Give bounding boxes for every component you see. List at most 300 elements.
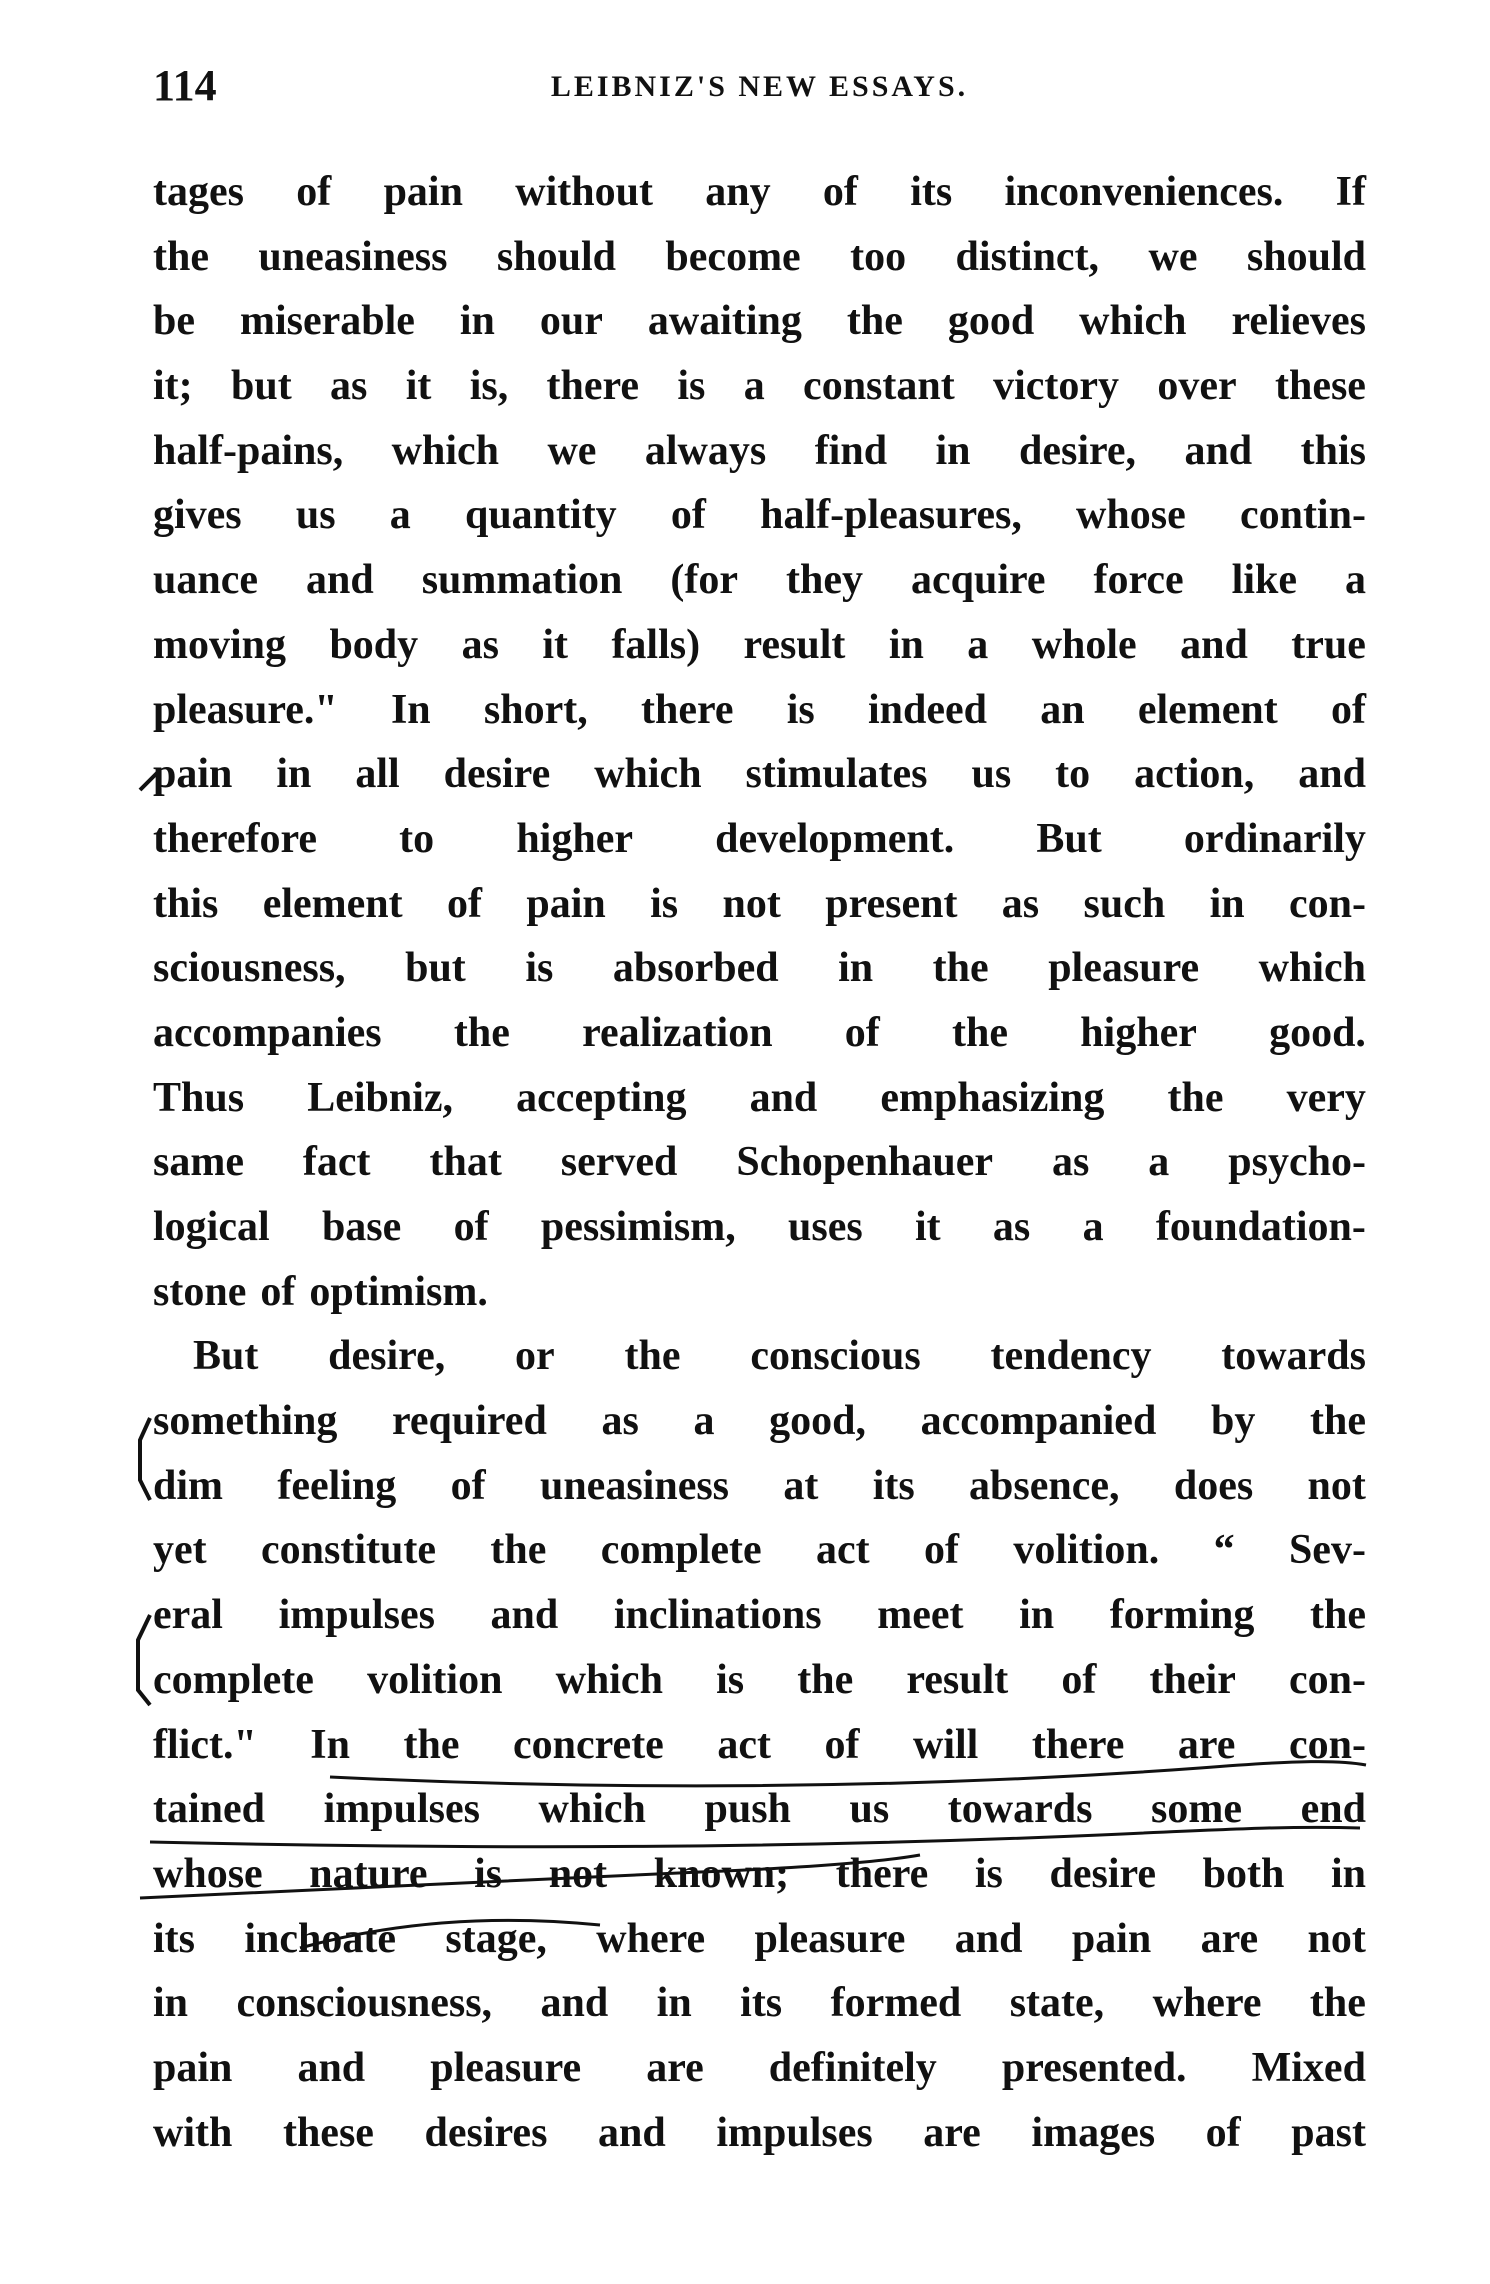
word: is bbox=[716, 1656, 745, 1703]
word: the bbox=[153, 233, 209, 280]
text-line bbox=[153, 1907, 1366, 1972]
word: foundation- bbox=[1155, 1204, 1366, 1250]
text-line bbox=[153, 1260, 1366, 1325]
word: which bbox=[391, 427, 500, 474]
word: Leibniz, bbox=[307, 1074, 454, 1121]
word: desire, bbox=[1018, 427, 1137, 474]
word: which bbox=[538, 1786, 646, 1833]
word: these bbox=[282, 2109, 374, 2156]
word: does bbox=[1173, 1462, 1254, 1509]
word: half-pains, bbox=[153, 427, 344, 474]
word: the bbox=[490, 1527, 547, 1574]
word: to bbox=[1055, 751, 1091, 798]
word: pain bbox=[1071, 1915, 1152, 1962]
word: meet bbox=[877, 1592, 964, 1639]
word: of bbox=[924, 1527, 959, 1574]
word: the bbox=[1167, 1074, 1224, 1121]
word: any bbox=[705, 169, 771, 215]
word: where bbox=[1152, 1980, 1262, 2027]
word: the bbox=[932, 945, 989, 992]
word: gives bbox=[153, 492, 242, 539]
word: whose bbox=[153, 1850, 263, 1897]
word: are bbox=[1177, 1721, 1236, 1768]
word: as bbox=[1001, 880, 1040, 927]
word: of bbox=[1061, 1656, 1097, 1703]
word: and bbox=[490, 1592, 559, 1639]
word: pain bbox=[526, 880, 606, 927]
word: In bbox=[390, 686, 431, 733]
text-line bbox=[153, 1130, 1366, 1195]
word: us bbox=[971, 751, 1012, 798]
word: our bbox=[539, 298, 603, 345]
text-line bbox=[153, 1971, 1366, 2036]
word: some bbox=[1151, 1786, 1242, 1833]
word: pain bbox=[153, 2044, 233, 2091]
word: desire bbox=[443, 751, 551, 798]
text-line bbox=[153, 1583, 1366, 1648]
word: a bbox=[389, 492, 411, 539]
word: pleasure bbox=[1048, 945, 1200, 992]
word: miserable bbox=[239, 298, 415, 345]
word: Schopenhauer bbox=[736, 1139, 994, 1186]
word: Sev- bbox=[1288, 1527, 1366, 1574]
word: fact bbox=[302, 1139, 371, 1186]
word: same bbox=[153, 1139, 244, 1186]
word: in bbox=[888, 621, 924, 668]
word: whole bbox=[1031, 621, 1137, 668]
word: result bbox=[743, 621, 846, 668]
word: in bbox=[1019, 1592, 1055, 1639]
word: and bbox=[305, 557, 374, 604]
word: volition bbox=[367, 1656, 503, 1703]
word: in bbox=[935, 427, 971, 474]
text-line bbox=[153, 225, 1366, 290]
word: good. bbox=[1269, 1009, 1366, 1056]
word: con- bbox=[1288, 1656, 1366, 1703]
word: realization bbox=[582, 1009, 773, 1056]
word: good bbox=[947, 298, 1035, 345]
word: short, bbox=[483, 686, 588, 733]
word: absorbed bbox=[612, 945, 779, 992]
word: is, bbox=[469, 363, 509, 410]
word: this bbox=[153, 880, 219, 927]
text-line bbox=[153, 419, 1366, 484]
word: or bbox=[515, 1333, 555, 1380]
word: there bbox=[1031, 1721, 1125, 1768]
word: optimism. bbox=[309, 1268, 488, 1315]
word: the bbox=[624, 1333, 681, 1380]
word: of bbox=[824, 1721, 860, 1768]
word: tendency bbox=[990, 1333, 1152, 1380]
word: of bbox=[1331, 686, 1366, 733]
word: in bbox=[838, 945, 874, 992]
word: its bbox=[740, 1980, 783, 2027]
word: with bbox=[153, 2109, 233, 2156]
word: are bbox=[646, 2044, 704, 2091]
word: base bbox=[321, 1204, 402, 1250]
word: in bbox=[1330, 1850, 1366, 1897]
word: it; bbox=[153, 363, 193, 410]
word: present bbox=[825, 880, 958, 927]
word: “ bbox=[1213, 1527, 1235, 1574]
word: impulses bbox=[323, 1786, 480, 1833]
word: is bbox=[677, 363, 706, 410]
running-title: LEIBNIZ'S NEW ESSAYS. bbox=[550, 70, 969, 103]
word: should bbox=[1246, 233, 1366, 280]
text-line bbox=[153, 1454, 1366, 1519]
word: act bbox=[816, 1527, 870, 1574]
word: a bbox=[1148, 1139, 1170, 1186]
word: But bbox=[193, 1333, 259, 1380]
text-line bbox=[153, 354, 1366, 419]
word: such bbox=[1083, 880, 1166, 927]
word: con- bbox=[1288, 880, 1366, 927]
word: good, bbox=[769, 1398, 866, 1445]
word: a bbox=[743, 363, 765, 410]
word: an bbox=[1040, 686, 1085, 733]
word: to bbox=[399, 815, 435, 862]
word: we bbox=[1148, 233, 1198, 280]
word: pain bbox=[153, 751, 233, 798]
word: awaiting bbox=[647, 298, 802, 345]
word: stone bbox=[153, 1268, 247, 1315]
word: which bbox=[1258, 945, 1366, 992]
word: a bbox=[693, 1398, 715, 1445]
word: pessimism, bbox=[540, 1204, 736, 1250]
word: of bbox=[1205, 2109, 1241, 2156]
word: and bbox=[1184, 427, 1253, 474]
word: stage, bbox=[445, 1915, 547, 1962]
word: uses bbox=[788, 1204, 863, 1250]
word: yet bbox=[153, 1527, 207, 1574]
word: summation bbox=[421, 557, 623, 604]
word: desire, bbox=[328, 1333, 446, 1380]
word: of bbox=[822, 169, 858, 215]
word: and bbox=[749, 1074, 818, 1121]
word: desires bbox=[424, 2109, 548, 2156]
word: its bbox=[910, 169, 953, 215]
word: the bbox=[797, 1656, 854, 1703]
word: there bbox=[546, 363, 640, 410]
word: of bbox=[450, 1462, 486, 1509]
word: in bbox=[276, 751, 312, 798]
word: we bbox=[547, 427, 597, 474]
word: true bbox=[1291, 621, 1366, 668]
word: these bbox=[1274, 363, 1366, 410]
word: a bbox=[967, 621, 989, 668]
word: at bbox=[783, 1462, 819, 1509]
word: are bbox=[923, 2109, 981, 2156]
text-line bbox=[153, 160, 1366, 225]
text-line bbox=[153, 1324, 1366, 1389]
word: over bbox=[1157, 363, 1237, 410]
word: element bbox=[262, 880, 403, 927]
word: development. bbox=[715, 815, 955, 862]
word: end bbox=[1300, 1786, 1366, 1833]
word: all bbox=[355, 751, 400, 798]
word: concrete bbox=[513, 1721, 664, 1768]
text-line bbox=[153, 2036, 1366, 2101]
text-line bbox=[153, 1777, 1366, 1842]
text-line bbox=[153, 1195, 1366, 1260]
word: forming bbox=[1109, 1592, 1255, 1639]
word: be bbox=[153, 298, 195, 345]
word: Thus bbox=[153, 1074, 245, 1121]
word: inchoate bbox=[244, 1915, 397, 1962]
text-line bbox=[153, 1001, 1366, 1066]
word: it bbox=[542, 621, 569, 668]
word: served bbox=[560, 1139, 678, 1186]
word: pleasure bbox=[754, 1915, 906, 1962]
word: by bbox=[1210, 1398, 1256, 1445]
word: will bbox=[913, 1721, 979, 1768]
text-line bbox=[153, 807, 1366, 872]
word: inconveniences. bbox=[1004, 169, 1284, 215]
word: but bbox=[230, 363, 292, 410]
word: presented. bbox=[1001, 2044, 1187, 2091]
word: very bbox=[1286, 1074, 1366, 1121]
word: therefore bbox=[153, 815, 318, 862]
text-line bbox=[153, 742, 1366, 807]
word: as bbox=[992, 1204, 1031, 1250]
text-line bbox=[153, 872, 1366, 937]
word: is bbox=[525, 945, 554, 992]
text-line bbox=[153, 1842, 1366, 1907]
word: its bbox=[153, 1915, 195, 1962]
word: con- bbox=[1288, 1721, 1366, 1768]
word: as bbox=[461, 621, 499, 668]
word: formed bbox=[830, 1980, 962, 2027]
word: force bbox=[1093, 557, 1184, 604]
text-line bbox=[153, 483, 1366, 548]
word: its bbox=[872, 1462, 915, 1509]
word: of bbox=[670, 492, 706, 539]
word: uneasiness bbox=[258, 233, 448, 280]
word: not bbox=[1307, 1915, 1366, 1962]
word: and bbox=[1298, 751, 1366, 798]
word: pain bbox=[383, 169, 463, 215]
word: the bbox=[846, 298, 903, 345]
word: victory bbox=[993, 363, 1120, 410]
word: there bbox=[640, 686, 734, 733]
word: known; bbox=[653, 1850, 790, 1897]
word: like bbox=[1231, 557, 1297, 604]
text-line bbox=[153, 1066, 1366, 1131]
text-line bbox=[153, 1389, 1366, 1454]
word: (for bbox=[670, 557, 738, 604]
word: flict." bbox=[153, 1721, 257, 1768]
word: required bbox=[392, 1398, 547, 1445]
word: action, bbox=[1134, 751, 1255, 798]
word: something bbox=[153, 1398, 338, 1445]
word: complete bbox=[153, 1656, 314, 1703]
word: whose bbox=[1076, 492, 1186, 539]
word: it bbox=[914, 1204, 941, 1250]
word: of bbox=[447, 880, 483, 927]
word: and bbox=[598, 2109, 666, 2156]
word: higher bbox=[1080, 1009, 1197, 1056]
word: images bbox=[1031, 2109, 1156, 2156]
word: stimulates bbox=[745, 751, 928, 798]
word: as bbox=[601, 1398, 639, 1445]
word: in bbox=[459, 298, 495, 345]
word: it bbox=[405, 363, 432, 410]
word: not bbox=[1307, 1462, 1366, 1509]
word: which bbox=[1079, 298, 1187, 345]
word: as bbox=[1052, 1139, 1090, 1186]
word: relieves bbox=[1231, 298, 1366, 345]
word: ordinarily bbox=[1183, 815, 1366, 862]
word: find bbox=[814, 427, 888, 474]
word: inclinations bbox=[613, 1592, 822, 1639]
word: and bbox=[954, 1915, 1023, 1962]
word: not bbox=[548, 1850, 608, 1897]
word: which bbox=[555, 1656, 663, 1703]
word: as bbox=[330, 363, 368, 410]
word: nature bbox=[309, 1850, 428, 1897]
text-line bbox=[153, 548, 1366, 613]
word: of bbox=[260, 1268, 296, 1315]
word: is bbox=[474, 1850, 503, 1897]
text-line bbox=[153, 1518, 1366, 1583]
word: result bbox=[906, 1656, 1009, 1703]
word: body bbox=[329, 621, 419, 668]
word: definitely bbox=[768, 2044, 937, 2091]
text-line bbox=[153, 936, 1366, 1001]
word: in bbox=[656, 1980, 692, 2027]
word: volition. bbox=[1013, 1527, 1160, 1574]
word: and bbox=[297, 2044, 366, 2091]
word: always bbox=[644, 427, 767, 474]
word: half-pleasures, bbox=[760, 492, 1022, 539]
text-line bbox=[153, 678, 1366, 743]
word: become bbox=[665, 233, 801, 280]
text-line bbox=[153, 1713, 1366, 1778]
text-line bbox=[153, 613, 1366, 678]
word: constant bbox=[803, 363, 955, 410]
word: If bbox=[1335, 169, 1366, 215]
word: state, bbox=[1009, 1980, 1105, 2027]
word: absence, bbox=[969, 1462, 1120, 1509]
word: pleasure bbox=[430, 2044, 582, 2091]
running-header bbox=[153, 60, 1366, 110]
word: In bbox=[310, 1721, 350, 1768]
word: is bbox=[650, 880, 679, 927]
word: distinct, bbox=[955, 233, 1100, 280]
word: the bbox=[403, 1721, 460, 1768]
word: logical bbox=[153, 1204, 270, 1250]
word: sciousness, bbox=[153, 945, 346, 992]
word: in bbox=[153, 1980, 189, 2027]
word: is bbox=[786, 686, 815, 733]
word: desire bbox=[1049, 1850, 1157, 1897]
word: But bbox=[1036, 815, 1102, 862]
word: contin- bbox=[1239, 492, 1366, 539]
word: the bbox=[952, 1009, 1008, 1056]
word: impulses bbox=[716, 2109, 873, 2156]
word: but bbox=[405, 945, 466, 992]
word: tages bbox=[153, 169, 244, 215]
word: constitute bbox=[261, 1527, 436, 1574]
word: dim bbox=[153, 1462, 224, 1509]
word: and bbox=[1180, 621, 1248, 668]
text-line bbox=[153, 2101, 1366, 2166]
word: consciousness, bbox=[236, 1980, 493, 2027]
word: which bbox=[594, 751, 702, 798]
word: too bbox=[850, 233, 907, 280]
word: uance bbox=[153, 557, 258, 604]
word: higher bbox=[516, 815, 633, 862]
word: falls) bbox=[611, 621, 701, 668]
word: indeed bbox=[867, 686, 987, 733]
word: quantity bbox=[464, 492, 617, 539]
word: towards bbox=[947, 1786, 1093, 1833]
word: the bbox=[1309, 1398, 1366, 1445]
word: and bbox=[540, 1980, 609, 2027]
word: us bbox=[295, 492, 336, 539]
word: a bbox=[1082, 1204, 1104, 1250]
word: of bbox=[453, 1204, 489, 1250]
word: complete bbox=[600, 1527, 762, 1574]
word: without bbox=[515, 169, 653, 215]
word: there bbox=[835, 1850, 929, 1897]
word: conscious bbox=[750, 1333, 921, 1380]
page-number: 114 bbox=[153, 61, 217, 110]
word: uneasiness bbox=[539, 1462, 730, 1509]
body-text bbox=[153, 160, 1366, 2165]
word: past bbox=[1291, 2109, 1366, 2156]
word: accompanied bbox=[920, 1398, 1157, 1445]
word: not bbox=[722, 880, 781, 927]
margin-bracket-mark bbox=[140, 1418, 150, 1500]
margin-bracket-mark bbox=[138, 1615, 150, 1705]
word: they bbox=[785, 557, 863, 604]
word: push bbox=[704, 1786, 791, 1833]
text-line bbox=[153, 1648, 1366, 1713]
word: emphasizing bbox=[880, 1074, 1105, 1121]
word: towards bbox=[1221, 1333, 1366, 1380]
word: the bbox=[1310, 1592, 1366, 1639]
word: where bbox=[596, 1915, 706, 1962]
word: Mixed bbox=[1251, 2044, 1366, 2091]
word: us bbox=[849, 1786, 890, 1833]
word: accompanies bbox=[153, 1009, 382, 1056]
word: in bbox=[1209, 880, 1245, 927]
word: are bbox=[1200, 1915, 1259, 1962]
word: accepting bbox=[516, 1074, 687, 1121]
word: pleasure." bbox=[153, 686, 338, 733]
word: act bbox=[717, 1721, 771, 1768]
word: both bbox=[1202, 1850, 1285, 1897]
word: is bbox=[974, 1850, 1003, 1897]
word: moving bbox=[153, 621, 287, 668]
word: should bbox=[496, 233, 616, 280]
word: the bbox=[453, 1009, 510, 1056]
word: their bbox=[1149, 1656, 1236, 1703]
word: tained bbox=[153, 1786, 266, 1833]
word: of bbox=[844, 1009, 880, 1056]
word: impulses bbox=[278, 1592, 435, 1639]
word: a bbox=[1344, 557, 1366, 604]
word: the bbox=[1309, 1980, 1366, 2027]
word: eral bbox=[153, 1592, 223, 1639]
word: feeling bbox=[277, 1462, 397, 1509]
word: this bbox=[1300, 427, 1366, 474]
word: acquire bbox=[910, 557, 1046, 604]
text-line bbox=[153, 289, 1366, 354]
word: psycho- bbox=[1228, 1139, 1366, 1186]
word: of bbox=[296, 169, 332, 215]
